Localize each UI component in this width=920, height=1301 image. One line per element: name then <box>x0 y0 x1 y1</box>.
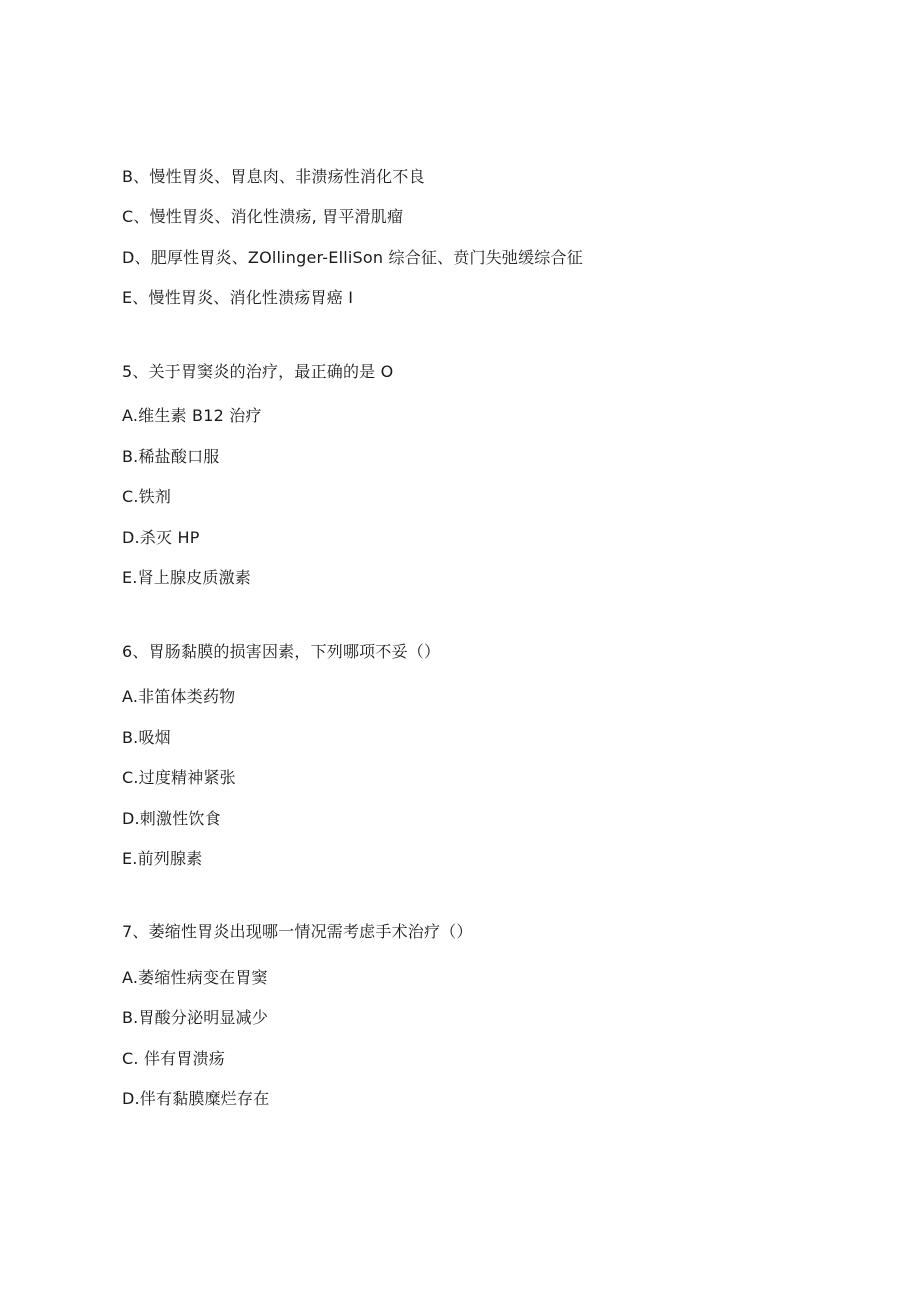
question-6: 6、胃肠黏膜的损害因素，下列哪项不妥（） <box>122 642 441 661</box>
option-e-q5: E.肾上腺皮质激素 <box>122 568 251 587</box>
question-7: 7、萎缩性胃炎出现哪一情况需考虑手术治疗（） <box>122 922 473 941</box>
option-b-q6: B.吸烟 <box>122 728 171 747</box>
option-c-q6: C.过度精神紧张 <box>122 768 236 787</box>
option-d-q6: D.刺激性饮食 <box>122 809 221 828</box>
option-d-q7: D.伴有黏膜糜烂存在 <box>122 1089 270 1108</box>
option-a-q5: A.维生素 B12 治疗 <box>122 406 262 425</box>
option-d-q5: D.杀灭 HP <box>122 528 200 547</box>
option-b-q5: B.稀盐酸口服 <box>122 447 220 466</box>
option-c-q5: C.铁剂 <box>122 487 172 506</box>
option-c-q4: C、慢性胃炎、消化性溃疡, 胃平滑肌瘤 <box>122 207 404 226</box>
option-d-q4: D、肥厚性胃炎、ZOllinger-ElliSon 综合征、贲门失弛缓综合征 <box>122 248 583 267</box>
option-b-q7: B.胃酸分泌明显减少 <box>122 1008 269 1027</box>
question-5: 5、关于胃窦炎的治疗，最正确的是 O <box>122 362 394 381</box>
option-b-q4: B、慢性胃炎、胃息肉、非溃疡性消化不良 <box>122 167 425 186</box>
option-e-q4: E、慢性胃炎、消化性溃疡胃癌 I <box>122 288 354 307</box>
option-c-q7: C. 伴有胃溃疡 <box>122 1049 225 1068</box>
option-a-q7: A.萎缩性病变在胃窦 <box>122 968 268 987</box>
option-a-q6: A.非笛体类药物 <box>122 687 236 706</box>
option-e-q6: E.前列腺素 <box>122 849 203 868</box>
